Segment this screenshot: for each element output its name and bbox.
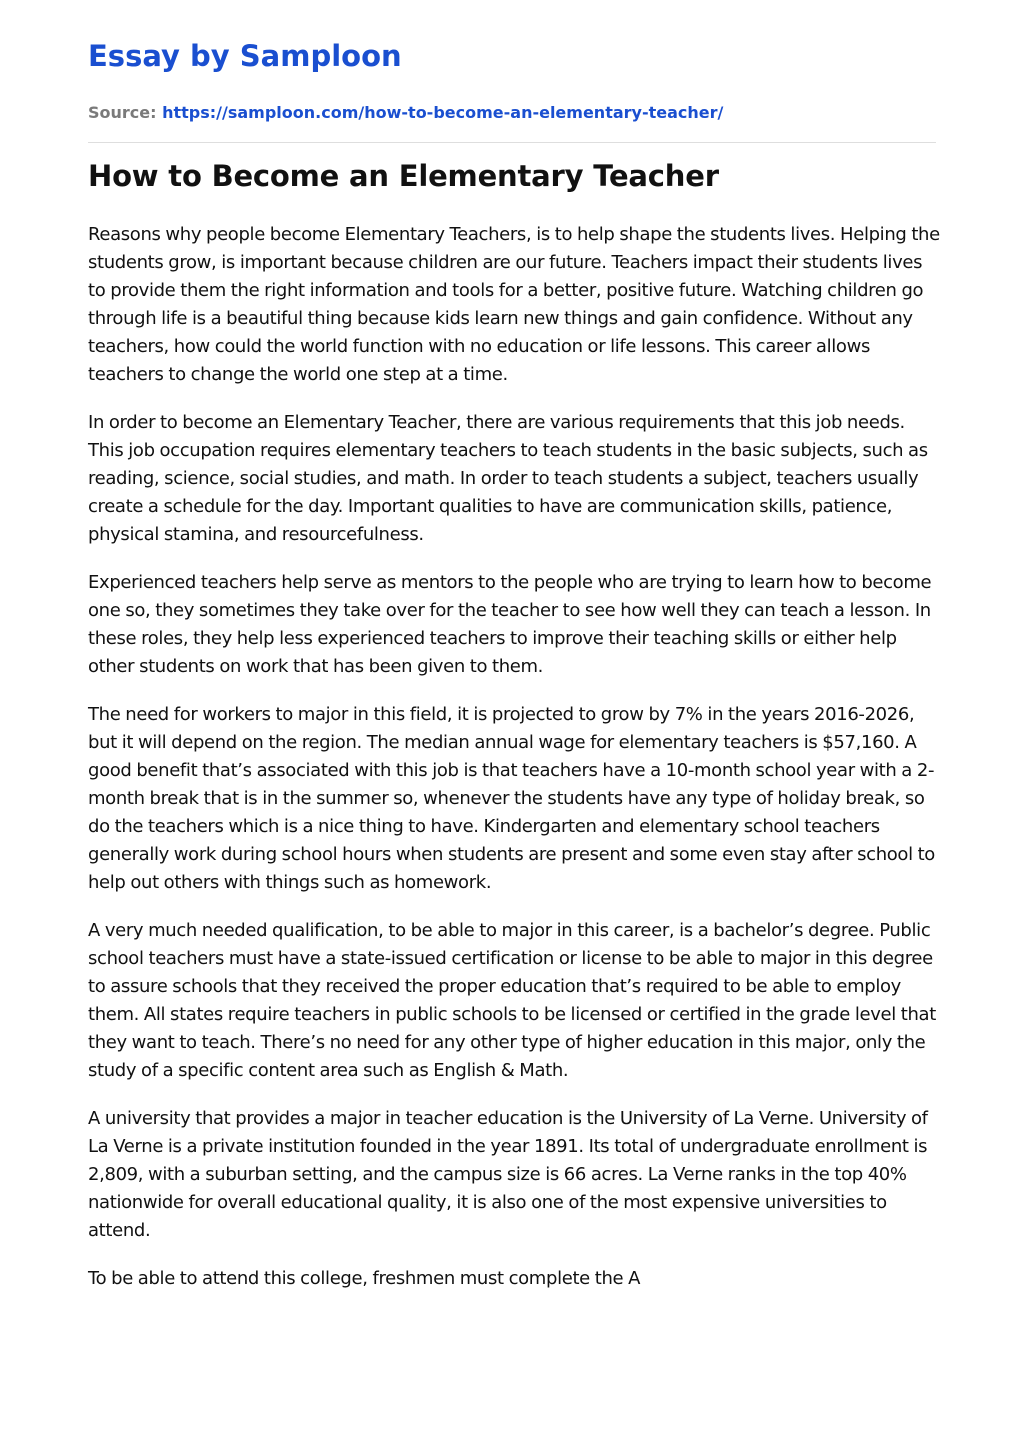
header-divider	[88, 142, 936, 143]
essay-body	[88, 221, 940, 1313]
essay-paragraph: In order to become an Elementary Teacher, there are various requirements that this job needs. This job occupation requires elementary teachers to teach students in the basic subjects, such as reading, science, social studies, and math. In order to teach students a subject, teachers usually create a schedule for the day. Important qualities to have are communication skills, patience, physical stamina, and resourcefulness.	[88, 412, 928, 545]
site-brand-title[interactable]: Essay by Samploon	[88, 39, 402, 73]
essay-paragraph: To be able to attend this college, freshmen must complete the A	[88, 1268, 641, 1289]
source-line	[88, 101, 723, 125]
essay-title: How to Become an Elementary Teacher	[88, 159, 719, 193]
essay-paragraph: Reasons why people become Elementary Teachers, is to help shape the students lives. Helping the students grow, is important because children are our future. Teachers impact their students lives to provide them the right information and tools for a better, positive future. Watching children go through life is a beautiful thing because kids learn new things and gain confidence. Without any teachers, how could the world function with no education or life lessons. This career allows teachers to change the world one step at a time.	[88, 224, 940, 385]
source-label: Source:	[88, 103, 163, 122]
essay-paragraph: Experienced teachers help serve as mentors to the people who are trying to learn how to become one so, they sometimes they take over for the teacher to see how well they can teach a lesson. In these roles, they help less experienced teachers to improve their teaching skills or either help other students on work that has been given to them.	[88, 572, 932, 677]
essay-paragraph: The need for workers to major in this field, it is projected to grow by 7% in the years 2016-2026, but it will depend on the region. The median annual wage for elementary teachers is $57,160. A good benefit that’s associated with this job is that teachers have a 10-month school year with a 2-month break that is in the summer so, whenever the students have any type of holiday break, so do the teachers which is a nice thing to have. Kindergarten and elementary school teachers generally work during school hours when students are present and some even stay after school to help out others with things such as homework.	[88, 704, 935, 893]
essay-paragraph: A university that provides a major in teacher education is the University of La Verne. University of La Verne is a private institution founded in the year 1891. Its total of undergraduate enrollment is 2,809, with a suburban setting, and the campus size is 66 acres. La Verne ranks in the top 40% nationwide for overall educational quality, it is also one of the most expensive universities to attend.	[88, 1108, 928, 1241]
essay-paragraph: A very much needed qualification, to be able to major in this career, is a bachelor’s degree. Public school teachers must have a state-issued certification or license to be able to major in this degree to assure schools that they received the proper education that’s required to be able to employ them. All states require teachers in public schools to be licensed or certified in the grade level that they want to teach. There’s no need for any other type of higher education in this major, only the study of a specific content area such as English & Math.	[88, 920, 936, 1081]
source-link[interactable]: https://samploon.com/how-to-become-an-elementary-teacher/	[162, 103, 724, 122]
